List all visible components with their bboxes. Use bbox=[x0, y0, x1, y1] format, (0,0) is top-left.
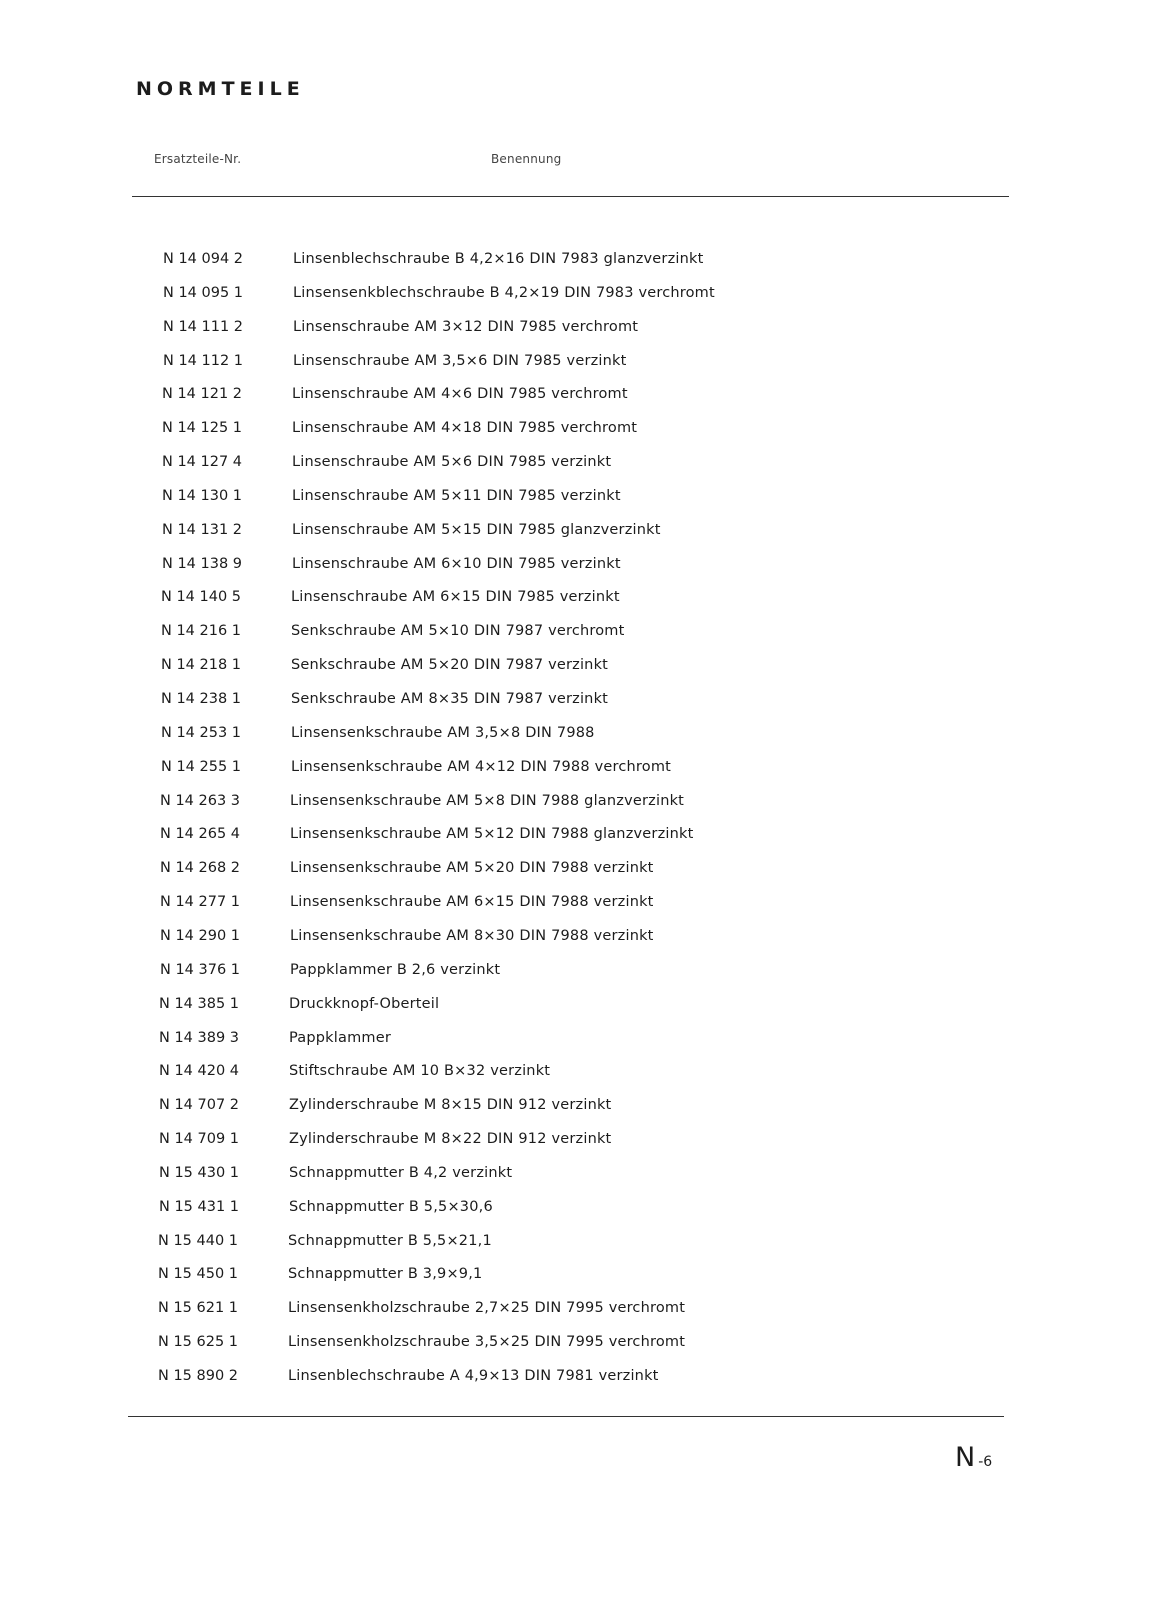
part-designation: Druckknopf-Oberteil bbox=[289, 996, 440, 1012]
part-number: N 14 125 1 bbox=[162, 420, 243, 436]
part-designation: Linsenschraube AM 3,5×6 DIN 7985 verzinkt bbox=[293, 353, 627, 369]
list-item bbox=[159, 1192, 1059, 1222]
part-designation: Linsensenkschraube AM 5×12 DIN 7988 glanzverzinkt bbox=[290, 826, 694, 842]
part-designation: Linsensenkschraube AM 5×20 DIN 7988 verzinkt bbox=[290, 860, 654, 876]
part-designation: Schnappmutter B 5,5×21,1 bbox=[288, 1233, 492, 1249]
part-number: N 14 238 1 bbox=[161, 691, 242, 707]
page-number bbox=[955, 1442, 992, 1473]
list-item bbox=[160, 853, 1060, 883]
list-item bbox=[163, 244, 1063, 274]
header-divider bbox=[132, 196, 1009, 197]
part-designation: Linsenschraube AM 4×18 DIN 7985 verchromt bbox=[292, 420, 638, 436]
part-number: N 14 095 1 bbox=[163, 285, 244, 301]
part-designation: Senkschraube AM 8×35 DIN 7987 verzinkt bbox=[291, 691, 609, 707]
part-designation: Linsenschraube AM 6×15 DIN 7985 verzinkt bbox=[291, 589, 620, 605]
part-number: N 14 216 1 bbox=[161, 623, 242, 639]
list-item bbox=[160, 955, 1060, 985]
list-item bbox=[160, 921, 1060, 951]
list-item bbox=[162, 549, 1062, 579]
part-designation: Linsenblechschraube A 4,9×13 DIN 7981 verzinkt bbox=[288, 1368, 659, 1384]
part-number: N 14 253 1 bbox=[161, 725, 242, 741]
list-item bbox=[159, 989, 1059, 1019]
part-designation: Pappklammer bbox=[289, 1030, 392, 1046]
list-item bbox=[158, 1327, 1058, 1357]
list-item bbox=[162, 413, 1062, 443]
list-item bbox=[161, 684, 1061, 714]
part-number: N 14 218 1 bbox=[161, 657, 242, 673]
list-item bbox=[161, 616, 1061, 646]
list-item bbox=[162, 447, 1062, 477]
part-number: N 14 268 2 bbox=[160, 860, 241, 876]
part-number: N 14 138 9 bbox=[162, 556, 243, 572]
part-number: N 14 121 2 bbox=[162, 386, 243, 402]
part-number: N 14 420 4 bbox=[159, 1063, 240, 1079]
list-item bbox=[159, 1124, 1059, 1154]
part-designation: Schnappmutter B 3,9×9,1 bbox=[288, 1266, 483, 1282]
list-item bbox=[158, 1259, 1058, 1289]
part-designation: Linsenschraube AM 3×12 DIN 7985 verchromt bbox=[293, 319, 639, 335]
part-designation: Linsenschraube AM 5×15 DIN 7985 glanzverzinkt bbox=[292, 522, 661, 538]
part-number: N 14 263 3 bbox=[160, 793, 241, 809]
part-designation: Linsensenkschraube AM 4×12 DIN 7988 verchromt bbox=[291, 759, 672, 775]
page-title: NORMTEILE bbox=[136, 78, 305, 100]
part-designation: Stiftschraube AM 10 B×32 verzinkt bbox=[289, 1063, 551, 1079]
part-number: N 14 290 1 bbox=[160, 928, 241, 944]
list-item bbox=[159, 1056, 1059, 1086]
part-designation: Zylinderschraube M 8×22 DIN 912 verzinkt bbox=[289, 1131, 612, 1147]
part-number: N 14 130 1 bbox=[162, 488, 243, 504]
column-header-designation: Benennung bbox=[491, 152, 562, 166]
page-number-digit: -6 bbox=[978, 1454, 993, 1470]
part-number: N 15 440 1 bbox=[158, 1233, 239, 1249]
part-number: N 14 385 1 bbox=[159, 996, 240, 1012]
list-item bbox=[162, 379, 1062, 409]
list-item bbox=[161, 718, 1061, 748]
part-number: N 15 450 1 bbox=[158, 1266, 239, 1282]
list-item bbox=[159, 1158, 1059, 1188]
part-number: N 15 621 1 bbox=[158, 1300, 239, 1316]
list-item bbox=[162, 515, 1062, 545]
part-designation: Linsenblechschraube B 4,2×16 DIN 7983 glanzverzinkt bbox=[293, 251, 704, 267]
list-item bbox=[163, 346, 1063, 376]
part-number: N 14 265 4 bbox=[160, 826, 241, 842]
part-designation: Schnappmutter B 4,2 verzinkt bbox=[289, 1165, 513, 1181]
list-item bbox=[161, 650, 1061, 680]
part-number: N 14 277 1 bbox=[160, 894, 241, 910]
list-item bbox=[161, 582, 1061, 612]
part-number: N 14 131 2 bbox=[162, 522, 243, 538]
list-item bbox=[158, 1293, 1058, 1323]
list-item bbox=[160, 819, 1060, 849]
part-number: N 14 709 1 bbox=[159, 1131, 240, 1147]
list-item bbox=[161, 752, 1061, 782]
list-item bbox=[162, 481, 1062, 511]
part-number: N 14 127 4 bbox=[162, 454, 243, 470]
part-designation: Linsensenkholzschraube 3,5×25 DIN 7995 verchromt bbox=[288, 1334, 686, 1350]
part-designation: Pappklammer B 2,6 verzinkt bbox=[290, 962, 501, 978]
part-designation: Linsensenkschraube AM 8×30 DIN 7988 verzinkt bbox=[290, 928, 654, 944]
list-item bbox=[163, 278, 1063, 308]
list-item bbox=[160, 786, 1060, 816]
part-number: N 14 111 2 bbox=[163, 319, 244, 335]
list-item bbox=[158, 1226, 1058, 1256]
part-designation: Senkschraube AM 5×10 DIN 7987 verchromt bbox=[291, 623, 625, 639]
part-designation: Linsenschraube AM 5×11 DIN 7985 verzinkt bbox=[292, 488, 621, 504]
footer-divider bbox=[128, 1416, 1004, 1417]
part-designation: Linsensenkholzschraube 2,7×25 DIN 7995 verchromt bbox=[288, 1300, 686, 1316]
part-number: N 15 431 1 bbox=[159, 1199, 240, 1215]
part-number: N 14 255 1 bbox=[161, 759, 242, 775]
page-number-letter: N bbox=[955, 1442, 976, 1473]
part-designation: Linsensenkschraube AM 6×15 DIN 7988 verzinkt bbox=[290, 894, 654, 910]
part-number: N 15 625 1 bbox=[158, 1334, 239, 1350]
part-designation: Linsenschraube AM 5×6 DIN 7985 verzinkt bbox=[292, 454, 612, 470]
list-item bbox=[160, 887, 1060, 917]
list-item bbox=[159, 1090, 1059, 1120]
part-number: N 14 389 3 bbox=[159, 1030, 240, 1046]
part-designation: Zylinderschraube M 8×15 DIN 912 verzinkt bbox=[289, 1097, 612, 1113]
part-number: N 14 140 5 bbox=[161, 589, 242, 605]
part-designation: Linsensenkschraube AM 5×8 DIN 7988 glanzverzinkt bbox=[290, 793, 685, 809]
part-number: N 14 112 1 bbox=[163, 353, 244, 369]
part-number: N 14 376 1 bbox=[160, 962, 241, 978]
list-item bbox=[163, 312, 1063, 342]
list-item bbox=[159, 1023, 1059, 1053]
part-number: N 14 094 2 bbox=[163, 251, 244, 267]
list-item bbox=[158, 1361, 1058, 1391]
part-designation: Senkschraube AM 5×20 DIN 7987 verzinkt bbox=[291, 657, 609, 673]
part-number: N 14 707 2 bbox=[159, 1097, 240, 1113]
part-number: N 15 890 2 bbox=[158, 1368, 239, 1384]
part-designation: Linsensenkblechschraube B 4,2×19 DIN 7983 verchromt bbox=[293, 285, 715, 301]
part-number: N 15 430 1 bbox=[159, 1165, 240, 1181]
column-header-part-number: Ersatzteile-Nr. bbox=[154, 152, 242, 166]
part-designation: Linsenschraube AM 4×6 DIN 7985 verchromt bbox=[292, 386, 628, 402]
part-designation: Linsenschraube AM 6×10 DIN 7985 verzinkt bbox=[292, 556, 621, 572]
part-designation: Linsensenkschraube AM 3,5×8 DIN 7988 bbox=[291, 725, 595, 741]
part-designation: Schnappmutter B 5,5×30,6 bbox=[289, 1199, 493, 1215]
